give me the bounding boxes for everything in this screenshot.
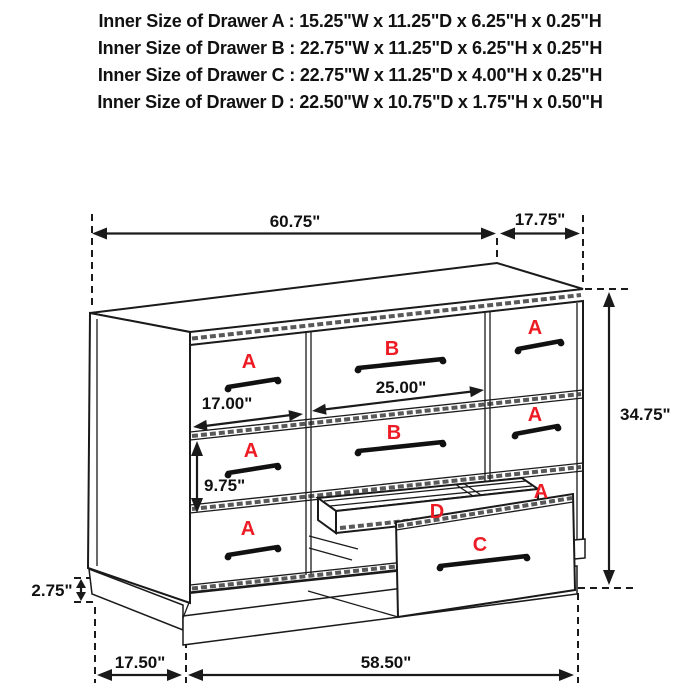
dim-top-depth: 17.75"	[514, 210, 566, 229]
label-left-middle: A	[243, 440, 259, 462]
label-left-top: A	[241, 351, 257, 373]
label-right-top: A	[527, 317, 543, 339]
dim-left-drawer-width: 17.00"	[201, 394, 253, 413]
label-right-bottom: A	[533, 481, 549, 503]
dim-base-side-depth: 17.50"	[114, 653, 166, 672]
label-drawer-c: C	[472, 534, 488, 556]
dim-overall-height: 34.75"	[620, 405, 671, 424]
cabinet-left-side-panel	[88, 313, 190, 603]
dim-base-height: 2.75"	[31, 581, 73, 600]
dim-drawer-height: 9.75"	[204, 476, 246, 495]
dim-base-front-width: 58.50"	[360, 653, 412, 672]
label-tray-d: D	[429, 501, 445, 523]
label-left-bottom: A	[240, 518, 256, 540]
spec-line-drawer-d: Inner Size of Drawer D : 22.50"W x 10.75"D x 1.75"H x 0.50"H	[97, 92, 603, 112]
label-middle-top: B	[384, 338, 400, 360]
label-right-middle: A	[527, 404, 543, 426]
drawer-size-spec-list	[0, 8, 700, 116]
dim-middle-drawer-width: 25.00"	[375, 378, 427, 397]
right-foot	[574, 539, 585, 559]
dim-top-width: 60.75"	[269, 212, 321, 231]
spec-line-drawer-c: Inner Size of Drawer C : 22.75"W x 11.25"D x 4.00"H x 0.25"H	[97, 65, 603, 85]
label-middle-middle: B	[386, 422, 402, 444]
spec-line-drawer-a: Inner Size of Drawer A : 15.25"W x 11.25"D x 6.25"H x 0.25"H	[98, 11, 602, 31]
spec-line-drawer-b: Inner Size of Drawer B : 22.75"W x 11.25"D x 6.25"H x 0.25"H	[97, 38, 603, 58]
